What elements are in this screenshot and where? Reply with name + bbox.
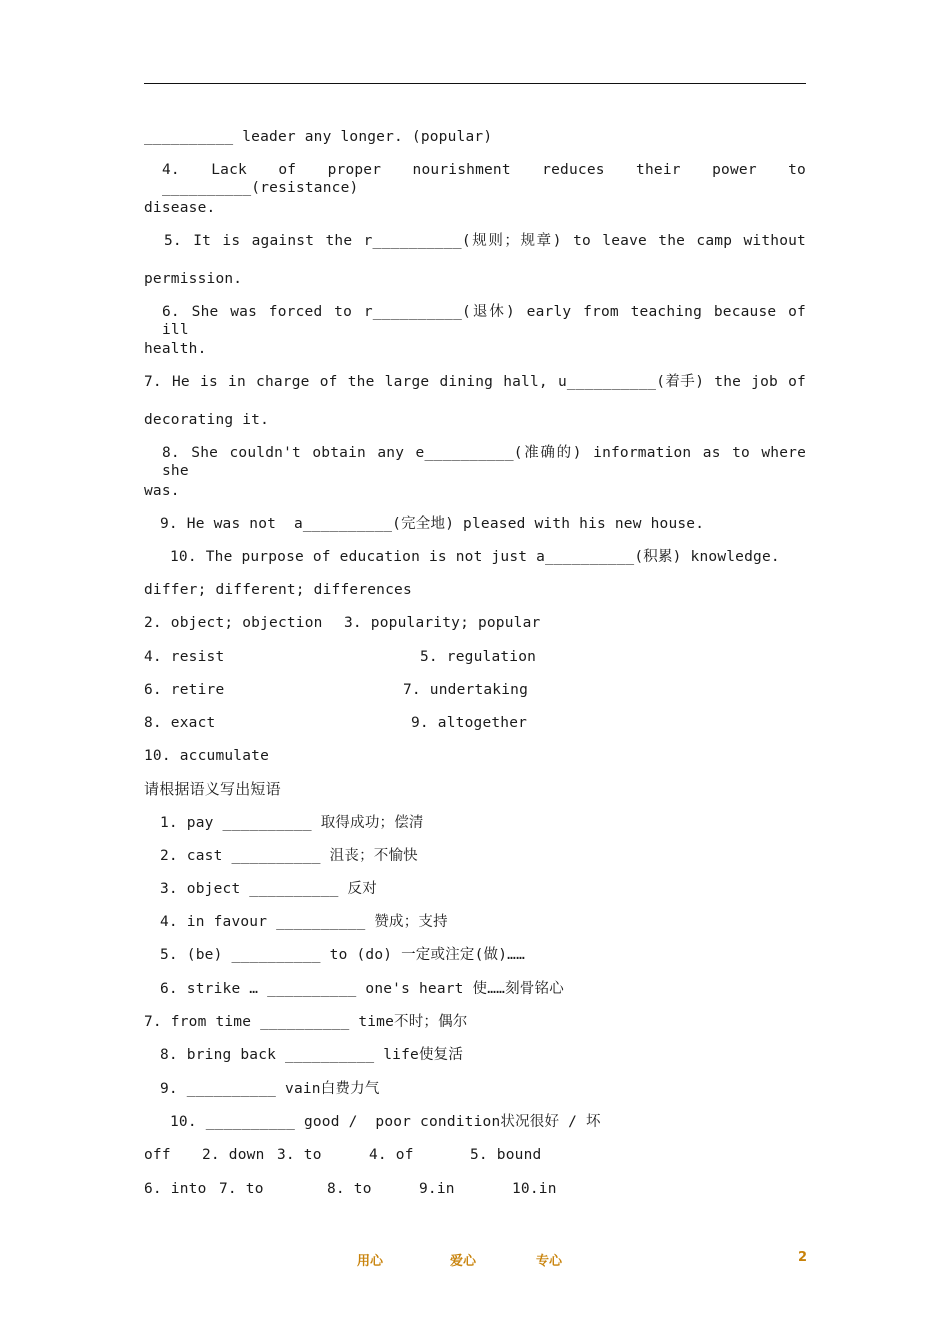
ex1-continuation: __________ leader any longer. (popular) <box>144 129 493 145</box>
ans2-r1-c1: off <box>144 1147 171 1163</box>
ans1-item7: 7. undertaking <box>403 682 529 698</box>
ex1-item7-wrap: decorating it. <box>144 412 270 428</box>
ex2-heading: 请根据语义写出短语 <box>144 780 281 798</box>
ans1-item6: 6. retire <box>144 682 225 698</box>
ex2-item3: 3. object __________ 反对 <box>160 881 377 897</box>
ans2-r1-c2: 2. down <box>202 1147 265 1163</box>
ex1-item5-wrap: permission. <box>144 271 243 287</box>
ex2-item7: 7. from time __________ time不时；偶尔 <box>144 1014 468 1030</box>
ans1-item3: 3. popularity; popular <box>344 615 541 631</box>
ans1-item5: 5. regulation <box>420 649 537 665</box>
footer-word-2: 爱心 <box>450 1254 477 1269</box>
ans1-row1: differ; different; differences <box>144 582 412 598</box>
ex2-item1: 1. pay __________ 取得成功；偿清 <box>160 815 424 831</box>
ans1-item2: 2. object; objection <box>144 615 323 631</box>
ex2-item2: 2. cast __________ 沮丧；不愉快 <box>160 848 418 864</box>
ex1-item9: 9. He was not a__________(完全地) pleased with his new house. <box>160 516 705 532</box>
ans2-r1-c4: 4. of <box>369 1147 414 1163</box>
ans1-item10: 10. accumulate <box>144 748 270 764</box>
page-number: 2 <box>798 1250 808 1265</box>
ex1-item8: 8. She couldn't obtain any e__________(准确的) information as to where she <box>162 445 806 479</box>
ex1-item7: 7. He is in charge of the large dining hall, u__________(着手) the job of <box>144 374 806 390</box>
ex1-item6-wrap: health. <box>144 341 207 357</box>
ans2-r1-c3: 3. to <box>277 1147 322 1163</box>
ex1-item8-wrap: was. <box>144 483 180 499</box>
ans2-r2-c5: 10.in <box>512 1181 557 1197</box>
ans2-r2-c4: 9.in <box>419 1181 455 1197</box>
ex2-item10: 10. __________ good / poor condition状况很好 / 坏 <box>170 1114 601 1130</box>
ans2-r1-c5: 5. bound <box>470 1147 542 1163</box>
ex2-item9: 9. __________ vain白费力气 <box>160 1081 380 1097</box>
ans1-item4: 4. resist <box>144 649 225 665</box>
header-rule <box>144 83 806 84</box>
ex2-item8: 8. bring back __________ life使复活 <box>160 1047 464 1063</box>
footer-word-3: 专心 <box>536 1254 563 1269</box>
ex1-item4-wrap: disease. <box>144 200 216 216</box>
ans1-item8: 8. exact <box>144 715 216 731</box>
footer-word-1: 用心 <box>357 1254 384 1269</box>
ex1-item6: 6. She was forced to r__________(退休) early from teaching because of ill <box>162 304 806 338</box>
ex2-item6: 6. strike … __________ one's heart 使……刻骨铭心 <box>160 981 564 997</box>
ans2-r2-c1: 6. into <box>144 1181 207 1197</box>
ex1-item10: 10. The purpose of education is not just a__________(积累) knowledge. <box>170 549 780 565</box>
ex1-item4: 4. Lack of proper nourishment reduces their power to __________(resistance) <box>162 162 806 196</box>
ans2-r2-c3: 8. to <box>327 1181 372 1197</box>
ex2-item5: 5. (be) __________ to (do) 一定或注定(做)…… <box>160 947 526 963</box>
ans2-r2-c2: 7. to <box>219 1181 264 1197</box>
ans1-item9: 9. altogether <box>411 715 528 731</box>
ex1-item5: 5. It is against the r__________(规则；规章) to leave the camp without <box>164 233 806 249</box>
ex2-item4: 4. in favour __________ 赞成；支持 <box>160 914 448 930</box>
